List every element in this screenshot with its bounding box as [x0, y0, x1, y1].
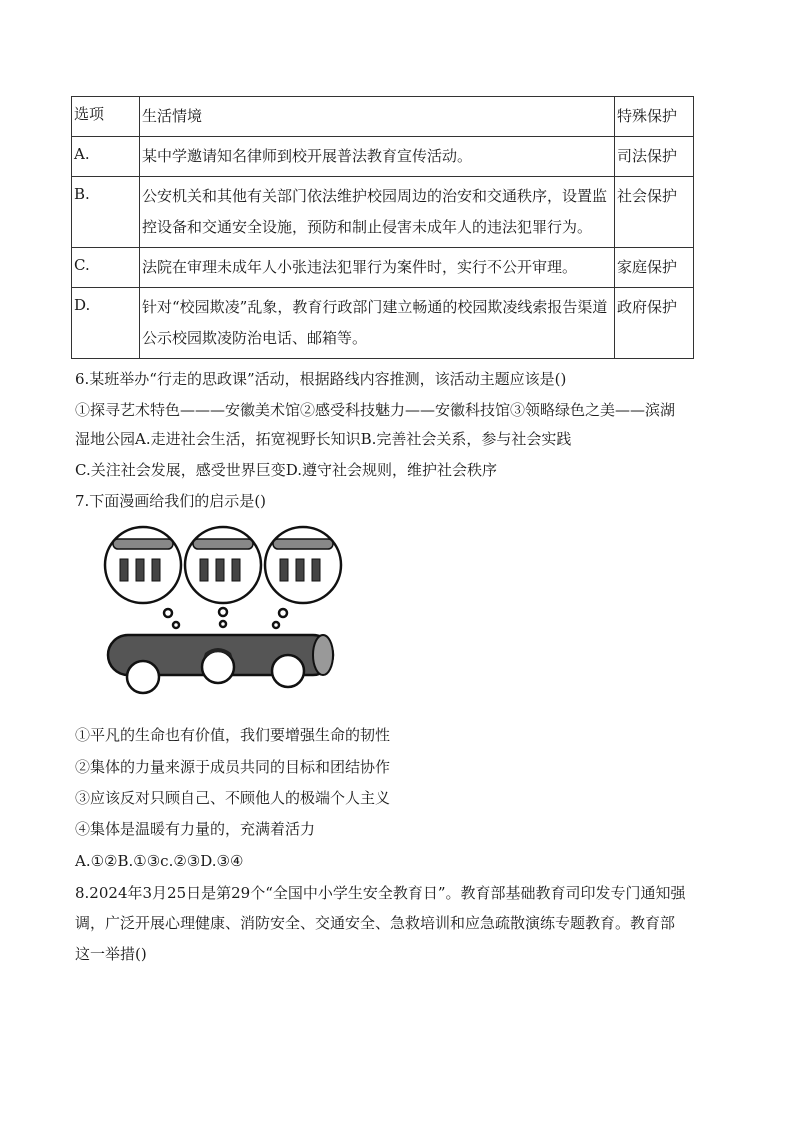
q6-line3: C.关注社会发展，感受世界巨变D.遵守社会规则，维护社会秩序 — [75, 461, 497, 479]
row-option: B. — [72, 177, 140, 248]
table-row — [72, 288, 694, 359]
q7-statement-4: ④集体是温暖有力量的，充满着活力 — [75, 820, 316, 838]
q7-statement-3: ③应该反对只顾自己、不顾他人的极端个人主义 — [75, 789, 391, 807]
q8-line3: 这一举措() — [75, 945, 147, 963]
q7-statement-1: ①平凡的生命也有价值，我们要增强生命的韧性 — [75, 726, 391, 744]
row-scene: 法院在审理未成年人小张违法犯罪行为案件时，实行不公开审理。 — [140, 248, 615, 288]
q7-stem: 7.下面漫画给我们的启示是() — [75, 492, 267, 510]
header-option: 选项 — [72, 97, 140, 137]
q7-statement-2: ②集体的力量来源于成员共同的目标和团结协作 — [75, 758, 391, 776]
q8-line2: 调，广泛开展心理健康、消防安全、交通安全、急救培训和应急疏散演练专题教育。教育部 — [75, 914, 676, 932]
row-option: D. — [72, 288, 140, 359]
q6-line2: 湿地公园A.走进社会生活，拓宽视野长知识B.完善社会关系，参与社会实践 — [75, 430, 572, 448]
header-protection: 特殊保护 — [615, 97, 694, 137]
row-scene: 公安机关和其他有关部门依法维护校园周边的治安和交通秩序，设置监控设备和交通安全设施，预防和制止侵害未成年人的违法犯罪行为。 — [140, 177, 615, 248]
row-option: A. — [72, 137, 140, 177]
q6-line1: ①探寻艺术特色———安徽美术馆②感受科技魅力——安徽科技馆③领略绿色之美——滨湖 — [75, 401, 676, 419]
options-table — [71, 96, 694, 359]
table-header-row — [72, 97, 694, 137]
comic-image — [98, 525, 348, 710]
q7-choices: A.①②B.①③c.②③D.③④ — [75, 852, 244, 870]
q8-line1: 8.2024年3月25日是第29个“全国中小学生安全教育日”。教育部基础教育司印发专门通知强 — [75, 884, 686, 902]
row-scene: 某中学邀请知名律师到校开展普法教育宣传活动。 — [140, 137, 615, 177]
row-protection: 家庭保护 — [615, 248, 694, 288]
header-scene: 生活情境 — [140, 97, 615, 137]
q6-stem: 6.某班举办“行走的思政课”活动，根据路线内容推测，该活动主题应该是() — [75, 370, 567, 388]
row-protection: 社会保护 — [615, 177, 694, 248]
row-scene: 针对“校园欺凌”乱象，教育行政部门建立畅通的校园欺凌线索报告渠道公示校园欺凌防治电话、邮箱等。 — [140, 288, 615, 359]
table-row — [72, 248, 694, 288]
table-row — [72, 177, 694, 248]
row-option: C. — [72, 248, 140, 288]
table-row — [72, 137, 694, 177]
row-protection: 政府保护 — [615, 288, 694, 359]
row-protection: 司法保护 — [615, 137, 694, 177]
